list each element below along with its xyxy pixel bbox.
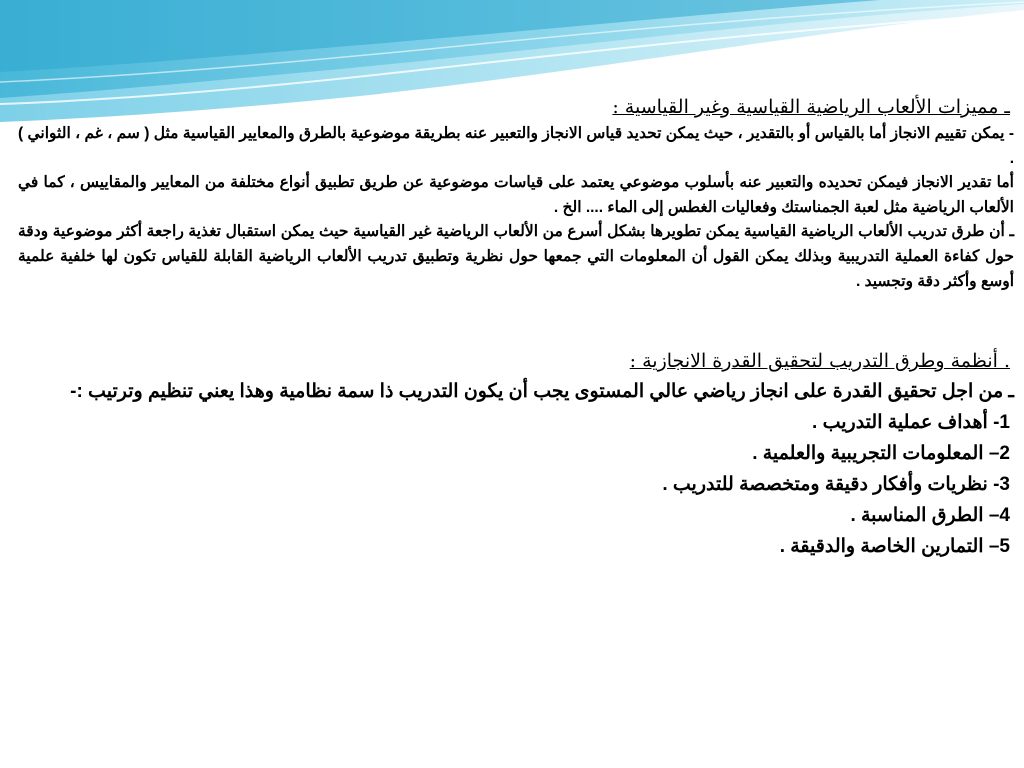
list-item: 1- أهداف عملية التدريب . [812,412,1010,434]
list-item: 3- نظريات وأفكار دقيقة ومتخصصة للتدريب . [662,474,1010,496]
section-spacer [18,294,1014,346]
slide-content [18,92,1014,562]
list-item: 5– التمارين الخاصة والدقيقة . [779,536,1010,558]
section2-intro: ـ من اجل تحقيق القدرة على انجاز رياضي عالي المستوى يجب أن يكون التدريب ذا سمة نظامية وهذا يعني تنظيم وترتيب :- [70,381,1014,403]
section1-paragraph-3: ـ أن طرق تدريب الألعاب الرياضية القياسية يمكن تطويرها بشكل أسرع من الألعاب الرياضية غير القياسية حيث يمكن استقبال تغذية راجعة أكثر موضوعية ودقة حول كفاءة العملية التدريبية وبذلك يمكن القول أن المعلومات التي جمعها حول نظرية وتطبيق تدريب الألعاب الرياضية القابلة للقياس تكون لها خلفية علمية أوسع وأكثر دقة وتجسيد . [18,223,1014,290]
section2-heading: . أنظمة وطرق التدريب لتحقيق القدرة الانجازية : [629,350,1010,373]
section1-paragraph-1: - يمكن تقييم الانجاز أما بالقياس أو بالتقدير ، حيث يمكن تحديد قياس الانجاز والتعبير عنه بطريقة موضوعية بالطرق والمعايير القياسية مثل ( سم ، غم ، الثواني ) . [18,125,1014,167]
section1-paragraph-2: أما تقدير الانجاز فيمكن تحديده والتعبير عنه بأسلوب موضوعي يعتمد على قياسات موضوعية عن طريق تطبيق أنواع مختلفة من المعايير والمقاييس ، كما في الألعاب الرياضية مثل لعبة الجمناستك وفعاليات الغطس إلى الماء .... الخ . [18,174,1014,216]
list-item: 4– الطرق المناسبة . [850,505,1010,527]
list-item: 2– المعلومات التجريبية والعلمية . [752,443,1010,465]
section1-heading: ـ مميزات الألعاب الرياضية القياسية وغير القياسية : [612,96,1010,118]
section2-list [18,407,1014,562]
